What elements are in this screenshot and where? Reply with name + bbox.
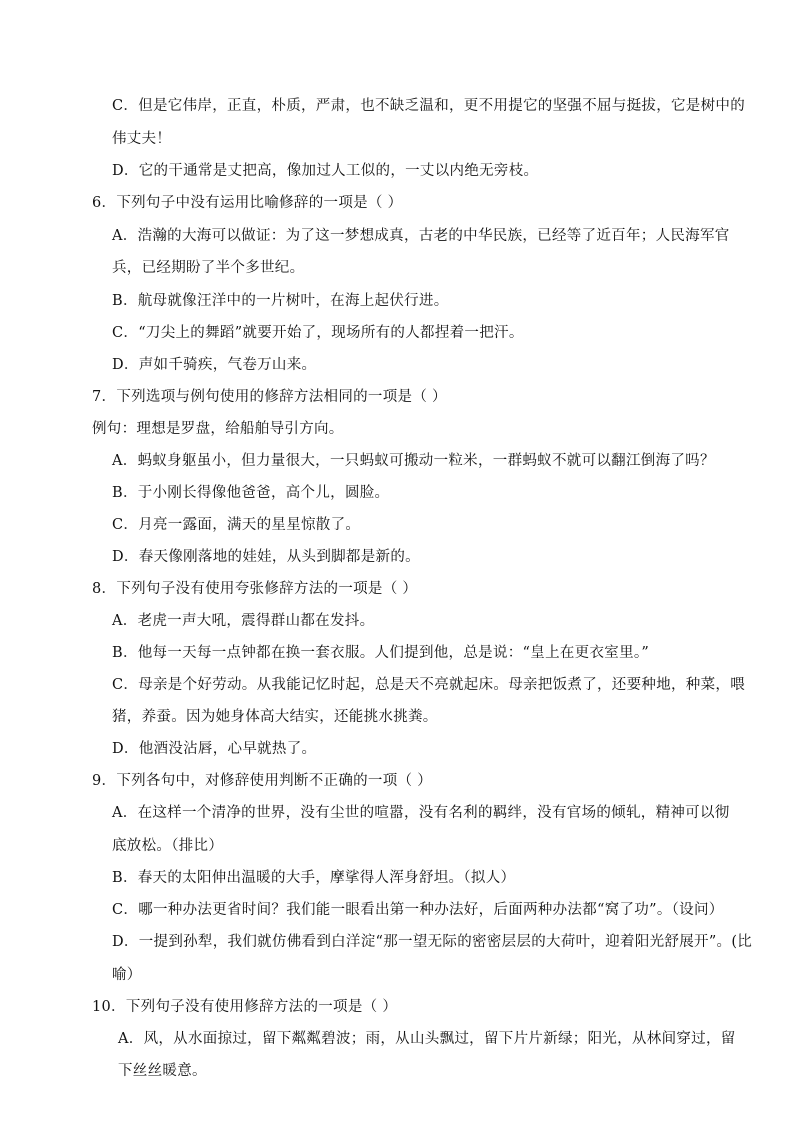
q10-option-a-line1: A．风，从水面掠过，留下粼粼碧波；雨，从山头飘过，留下片片新绿；阳光，从林间穿过，留 — [118, 1031, 736, 1047]
q9-option-d-line1: D．一提到孙犁，我们就仿佛看到白洋淀“那一望无际的密密层层的大荷叶，迎着阳光舒展开”。(比 — [112, 934, 753, 950]
question-6: 6．下列句子中没有运用比喻修辞的一项是（ ） — [92, 195, 403, 211]
q6-option-c: C．“刀尖上的舞蹈”就要开始了，现场所有的人都捏着一把汗。 — [112, 325, 524, 341]
q6-option-a-line1: A．浩瀚的大海可以做证：为了这一梦想成真，古老的中华民族，已经等了近百年；人民海军官 — [112, 228, 730, 244]
q10-option-a-line2: 下丝丝暖意。 — [118, 1063, 207, 1079]
q8-option-c-line2: 猪，养蚕。因为她身体高大结实，还能挑水挑粪。 — [112, 709, 438, 725]
q7-option-b: B．于小刚长得像他爸爸，高个儿，圆脸。 — [112, 485, 390, 501]
q6-option-a-line2: 兵，已经期盼了半个多世纪。 — [112, 260, 305, 276]
q5-option-c-line2: 伟丈夫！ — [112, 131, 172, 147]
q9-option-b: B．春天的太阳伸出温暖的大手，摩挲得人浑身舒坦。（拟人） — [112, 870, 516, 886]
question-9: 9．下列各句中，对修辞使用判断不正确的一项（ ） — [92, 773, 433, 789]
q7-option-d: D．春天像刚落地的娃娃，从头到脚都是新的。 — [112, 549, 420, 565]
q7-option-a: A．蚂蚁身躯虽小，但力量很大，一只蚂蚁可搬动一粒米，一群蚂蚁不就可以翻江倒海了吗？ — [112, 453, 715, 469]
q9-option-d-line2: 喻） — [112, 967, 142, 983]
q9-option-c: C．哪一种办法更省时间？我们能一眼看出第一种办法好，后面两种办法都“窝了功”。（设问） — [112, 902, 724, 918]
q9-option-a-line1: A．在这样一个清净的世界，没有尘世的喧嚣，没有名利的羁绊，没有官场的倾轧，精神可以彻 — [112, 805, 730, 821]
q9-option-a-line2: 底放松。（排比） — [112, 838, 224, 854]
question-7: 7．下列选项与例句使用的修辞方法相同的一项是（ ） — [92, 389, 447, 405]
q5-option-c-line1: C．但是它伟岸，正直，朴质，严肃，也不缺乏温和，更不用提它的坚强不屈与挺拔，它是树中的 — [112, 98, 745, 114]
q7-example: 例句：理想是罗盘，给船舶导引方向。 — [92, 421, 344, 437]
q5-option-d: D．它的干通常是丈把高，像加过人工似的，一丈以内绝无旁枝。 — [112, 163, 539, 179]
question-10: 10．下列句子没有使用修辞方法的一项是（ ） — [92, 999, 398, 1015]
q8-option-c-line1: C．母亲是个好劳动。从我能记忆时起，总是天不亮就起床。母亲把饭煮了，还要种地，种菜，喂 — [112, 677, 745, 693]
q8-option-a: A．老虎一声大吼，震得群山都在发抖。 — [112, 613, 375, 629]
q6-option-b: B．航母就像汪洋中的一片树叶，在海上起伏行进。 — [112, 293, 449, 309]
q7-option-c: C．月亮一露面，满天的星星惊散了。 — [112, 517, 361, 533]
q8-option-b: B．他每一天每一点钟都在换一套衣服。人们提到他，总是说：“皇上在更衣室里。” — [112, 645, 650, 661]
q6-option-d: D．声如千骑疾，气卷万山来。 — [112, 357, 317, 373]
question-8: 8．下列句子没有使用夸张修辞方法的一项是（ ） — [92, 581, 418, 597]
q8-option-d: D．他酒没沾唇，心早就热了。 — [112, 741, 317, 757]
